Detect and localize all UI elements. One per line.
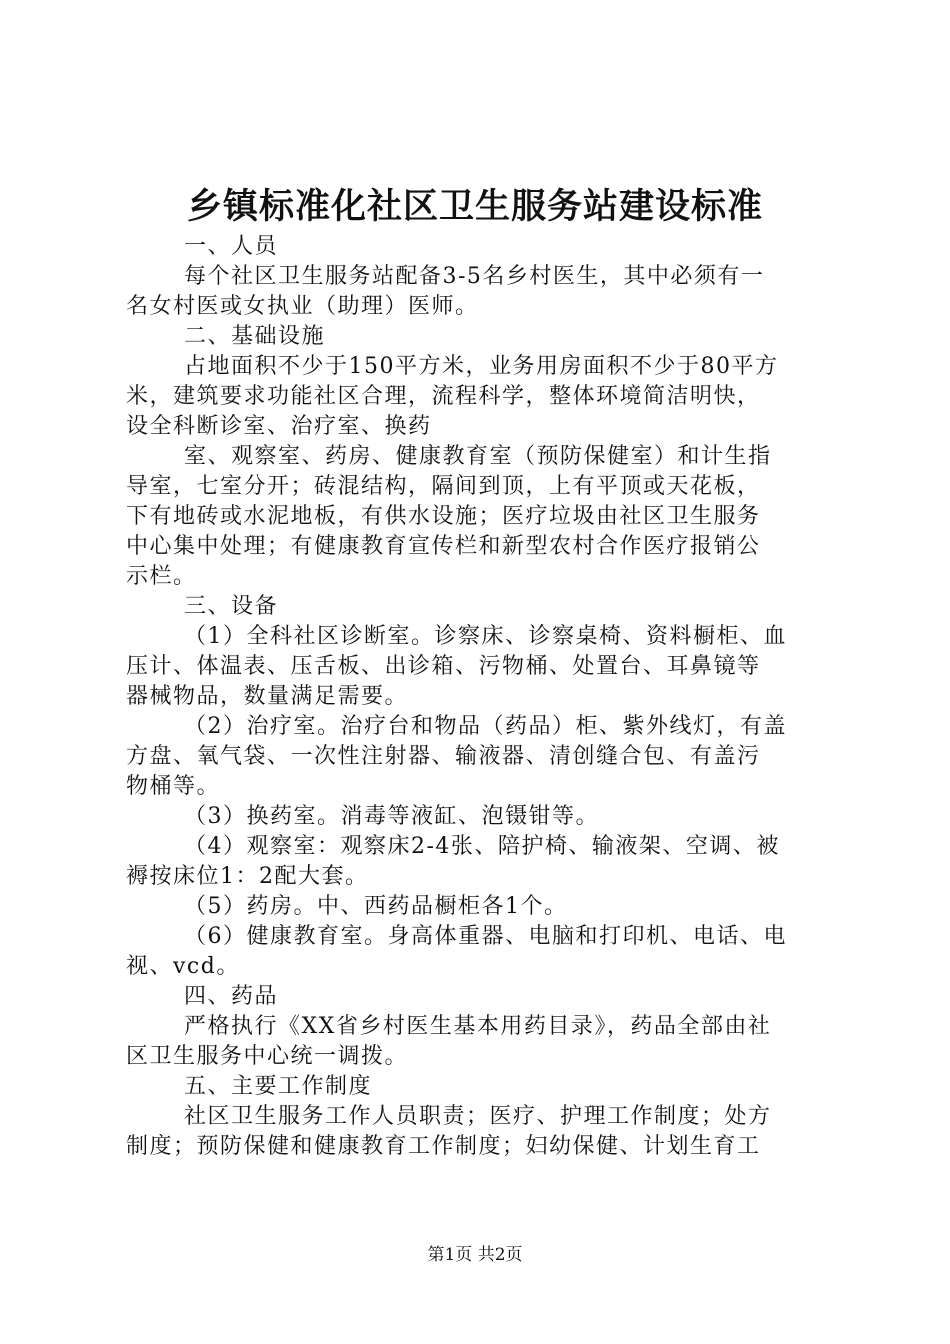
paragraph-line: 中心集中处理；有健康教育宣传栏和新型农村合作医疗报销公 <box>126 534 761 559</box>
section-heading-infrastructure: 二、基础设施 <box>184 324 326 349</box>
paragraph-line: 制度；预防保健和健康教育工作制度；妇幼保健、计划生育工 <box>126 1134 761 1159</box>
document-title: 乡镇标准化社区卫生服务站建设标准 <box>186 186 763 227</box>
paragraph-line: 区卫生服务中心统一调拨。 <box>126 1044 409 1069</box>
paragraph-line: （4）观察室：观察床2-4张、陪护椅、输液架、空调、被 <box>184 834 780 859</box>
paragraph-line: 视、vcd。 <box>126 954 240 979</box>
paragraph-line: 名女村医或女执业（助理）医师。 <box>126 294 479 319</box>
paragraph-line: （1）全科社区诊断室。诊察床、诊察桌椅、资料橱柜、血 <box>184 624 787 649</box>
paragraph-line: 导室，七室分开；砖混结构，隔间到顶，上有平顶或天花板， <box>126 474 761 499</box>
paragraph-line: 米，建筑要求功能社区合理，流程科学，整体环境简洁明快， <box>126 384 761 409</box>
document-body <box>126 232 836 1162</box>
section-heading-personnel: 一、人员 <box>184 234 279 259</box>
paragraph-line: 设全科断诊室、治疗室、换药 <box>126 414 432 439</box>
paragraph-line: 占地面积不少于150平方米，业务用房面积不少于80平方 <box>184 354 779 379</box>
paragraph-line: 器械物品，数量满足需要。 <box>126 684 409 709</box>
paragraph-line: 社区卫生服务工作人员职责；医疗、护理工作制度；处方 <box>184 1104 772 1129</box>
paragraph-line: 下有地砖或水泥地板，有供水设施；医疗垃圾由社区卫生服务 <box>126 504 761 529</box>
paragraph-line: （5）药房。中、西药品橱柜各1个。 <box>184 894 568 919</box>
section-heading-work-rules: 五、主要工作制度 <box>184 1074 373 1099</box>
paragraph-line: 压计、体温表、压舌板、出诊箱、污物桶、处置台、耳鼻镜等 <box>126 654 761 679</box>
paragraph-line: 物桶等。 <box>126 774 221 799</box>
paragraph-line: 示栏。 <box>126 564 197 589</box>
paragraph-line: 严格执行《XX省乡村医生基本用药目录》，药品全部由社 <box>184 1014 772 1039</box>
section-heading-equipment: 三、设备 <box>184 594 279 619</box>
page-number-footer: 第1页 共2页 <box>427 1245 523 1265</box>
paragraph-line: 室、观察室、药房、健康教育室（预防保健室）和计生指 <box>184 444 772 469</box>
paragraph-line: （6）健康教育室。身高体重器、电脑和打印机、电话、电 <box>184 924 787 949</box>
paragraph-line: （2）治疗室。治疗台和物品（药品）柜、紫外线灯，有盖 <box>184 714 787 739</box>
paragraph-line: 每个社区卫生服务站配备3-5名乡村医生，其中必须有一 <box>184 264 765 289</box>
paragraph-line: （3）换药室。消毒等液缸、泡镊钳等。 <box>184 804 599 829</box>
section-heading-medicines: 四、药品 <box>184 984 279 1009</box>
paragraph-line: 褥按床位1：2配大套。 <box>126 864 369 889</box>
paragraph-line: 方盘、氧气袋、一次性注射器、输液器、清创缝合包、有盖污 <box>126 744 761 769</box>
